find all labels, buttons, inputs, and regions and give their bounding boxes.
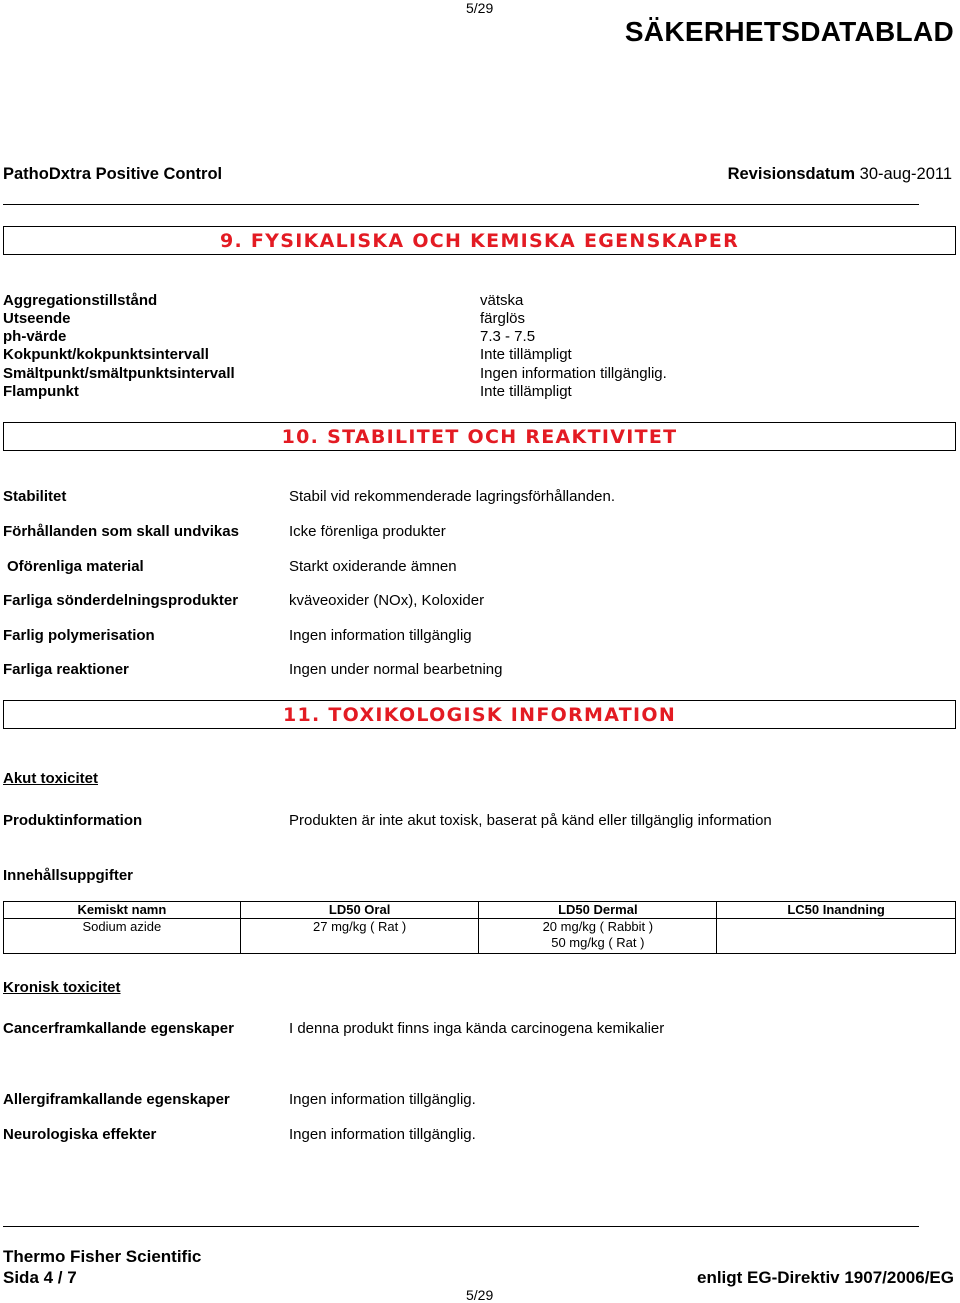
cell-chemical-name: Sodium azide bbox=[4, 919, 241, 954]
s9-value-appearance: färglös bbox=[480, 310, 526, 327]
s10-value-conditions: Icke förenliga produkter bbox=[289, 523, 446, 540]
s9-label-melting: Smältpunkt/smältpunktsintervall bbox=[3, 365, 235, 382]
s9-label-boiling: Kokpunkt/kokpunktsintervall bbox=[3, 346, 209, 363]
s9-label-flashpoint: Flampunkt bbox=[3, 383, 79, 400]
s9-value-flashpoint: Inte tillämpligt bbox=[480, 383, 572, 400]
neuro-label: Neurologiska effekter bbox=[3, 1126, 157, 1143]
s10-value-reactions: Ingen under normal bearbetning bbox=[289, 661, 503, 678]
page-number-top: 5/29 bbox=[466, 0, 494, 16]
product-info-label: Produktinformation bbox=[3, 812, 143, 829]
section-9-title: 9. FYSIKALISKA OCH KEMISKA EGENSKAPER bbox=[219, 229, 740, 252]
s10-label-incompatible: Oförenliga material bbox=[7, 558, 144, 575]
table-header-ld50-oral: LD50 Oral bbox=[240, 902, 479, 919]
table-header-row bbox=[4, 902, 956, 919]
page-number-bottom: 5/29 bbox=[466, 1287, 494, 1303]
s10-label-conditions: Förhållanden som skall undvikas bbox=[3, 523, 239, 540]
s9-label-appearance: Utseende bbox=[3, 310, 71, 327]
carcinogenic-label: Cancerframkallande egenskaper bbox=[3, 1020, 234, 1037]
s9-label-aggregation: Aggregationstillstånd bbox=[3, 292, 158, 309]
s9-label-ph: ph-värde bbox=[3, 328, 67, 345]
section-10-header bbox=[3, 422, 956, 451]
s10-value-decomposition: kväveoxider (NOx), Koloxider bbox=[289, 592, 485, 609]
s10-label-polymerisation: Farlig polymerisation bbox=[3, 627, 155, 644]
section-11-title: 11. TOXIKOLOGISK INFORMATION bbox=[282, 703, 677, 726]
allergenic-label: Allergiframkallande egenskaper bbox=[3, 1091, 230, 1108]
section-11-header bbox=[3, 700, 956, 729]
s10-value-incompatible: Starkt oxiderande ämnen bbox=[289, 558, 457, 575]
header-rule bbox=[3, 204, 919, 205]
cell-ld50-dermal-rabbit: 20 mg/kg ( Rabbit ) bbox=[542, 919, 654, 934]
revision-date-block bbox=[728, 165, 952, 184]
s10-value-stability: Stabil vid rekommenderade lagringsförhållanden. bbox=[289, 488, 616, 505]
table-row bbox=[4, 919, 956, 954]
s10-value-polymerisation: Ingen information tillgänglig bbox=[289, 627, 472, 644]
cell-lc50-inhalation bbox=[717, 919, 956, 954]
toxicity-table bbox=[3, 901, 956, 954]
s9-value-ph: 7.3 - 7.5 bbox=[480, 328, 536, 345]
revision-date: 30-aug-2011 bbox=[859, 165, 952, 183]
section-9-header bbox=[3, 226, 956, 255]
s9-value-melting: Ingen information tillgänglig. bbox=[480, 365, 667, 382]
footer-company: Thermo Fisher Scientific bbox=[3, 1247, 202, 1266]
cell-ld50-oral: 27 mg/kg ( Rat ) bbox=[240, 919, 479, 954]
s9-value-aggregation: vätska bbox=[480, 292, 524, 309]
cell-ld50-dermal-rat: 50 mg/kg ( Rat ) bbox=[551, 935, 645, 950]
chronic-toxicity-heading: Kronisk toxicitet bbox=[3, 979, 121, 996]
acute-toxicity-heading: Akut toxicitet bbox=[3, 770, 99, 787]
table-header-lc50-inhalation: LC50 Inandning bbox=[717, 902, 956, 919]
product-name: PathoDxtra Positive Control bbox=[3, 165, 223, 183]
footer-directive: enligt EG-Direktiv 1907/2006/EG bbox=[696, 1268, 954, 1287]
carcinogenic-value: I denna produkt finns inga kända carcinogena kemikalier bbox=[289, 1020, 665, 1037]
s10-label-reactions: Farliga reaktioner bbox=[3, 661, 129, 678]
components-heading: Innehållsuppgifter bbox=[3, 867, 134, 884]
footer-rule bbox=[3, 1226, 919, 1227]
document-title: SÄKERHETSDATABLAD bbox=[624, 16, 954, 47]
section-10-title: 10. STABILITET OCH REAKTIVITET bbox=[281, 425, 678, 448]
s9-value-boiling: Inte tillämpligt bbox=[480, 346, 572, 363]
neuro-value: Ingen information tillgänglig. bbox=[289, 1126, 476, 1143]
product-info-value: Produkten är inte akut toxisk, baserat på känd eller tillgänglig information bbox=[289, 812, 772, 829]
footer-page: Sida 4 / 7 bbox=[3, 1268, 77, 1287]
s10-label-decomposition: Farliga sönderdelningsprodukter bbox=[3, 592, 239, 609]
cell-ld50-dermal bbox=[479, 919, 717, 954]
table-header-ld50-dermal: LD50 Dermal bbox=[479, 902, 717, 919]
allergenic-value: Ingen information tillgänglig. bbox=[289, 1091, 476, 1108]
revision-label: Revisionsdatum bbox=[727, 165, 856, 183]
table-header-chemical-name: Kemiskt namn bbox=[4, 902, 241, 919]
s10-label-stability: Stabilitet bbox=[3, 488, 67, 505]
